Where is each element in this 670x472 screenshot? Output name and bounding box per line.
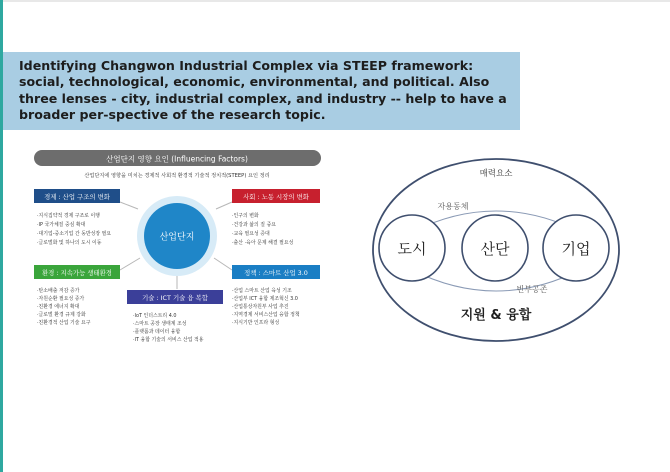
technology-item: ·IoT 인더스트리 4.0 [133, 313, 177, 319]
technology-title: 기술 : ICT 기술 융 복합 [142, 294, 208, 302]
environment-item: ·친환경적 산업 기술 요구 [37, 320, 91, 326]
policy-item: ·산업부 ICT 융합 제조혁신 3.0 [232, 296, 298, 302]
environment-item: ·친환경 에너지 확대 [37, 304, 80, 310]
environment-item: ·글로벌 환경 규제 강화 [37, 312, 86, 318]
environment-item: ·자원순환 필요성 증가 [37, 296, 85, 302]
society-title: 사회 : 노동 시장의 변화 [243, 193, 309, 201]
society-item: ·교육 필요성 증대 [232, 231, 270, 237]
industry-label: 기업 [561, 240, 591, 258]
economy-item: ·지식집약적 경제 구조로 이행 [37, 213, 100, 219]
technology-item: ·IT 융합 기술의 서비스 산업 적용 [133, 337, 204, 343]
city-label: 도시 [397, 240, 427, 258]
society-item: ·출산 ·육아 문제 해결 필요성 [232, 240, 294, 246]
complex-label: 산단 [480, 240, 510, 258]
economy-title: 경제 : 산업 구조의 변화 [44, 193, 110, 201]
technology-item: ·스마트 공장 생태계 조성 [133, 321, 187, 327]
top-label: 매력요소 [479, 169, 513, 179]
top-link-label: 자용동체 [437, 202, 469, 211]
description-text: Identifying Changwon Industrial Complex via STEEP framework: social, technological, economic, environmental, and political. Also three lenses - city, industrial complex, and industry -- help to have a broader per-spective of the research topic. [19, 58, 507, 123]
society-item: ·인구의 변화 [232, 213, 259, 219]
environment-title: 환경 : 지속가능 생태환경 [42, 269, 112, 277]
policy-title: 정책 : 스마트 산업 3.0 [244, 269, 308, 277]
center-label: 산업단지 [159, 232, 195, 243]
economy-item: ·IP 국가체질 중심 확대 [37, 222, 86, 228]
policy-item: ·산업 스마트 산업 육성 기조 [232, 288, 292, 294]
economy-item: ·대기업-중소기업 간 동반성장 필요 [37, 231, 112, 237]
society-item: ·건강과 삶의 질 중요 [232, 222, 277, 228]
policy-item: ·지식기반 인프라 형성 [232, 320, 280, 326]
steep-subheader: 산업단지에 영향을 미치는 경제적 사회적 환경적 기술적 정치적(STEEP) 요인 정리 [84, 173, 270, 179]
policy-item: ·산업통상자원부 사업 추진 [232, 304, 289, 310]
steep-header-text: 산업단지 영향 요인 (Influencing Factors) [106, 154, 248, 164]
economy-item: ·글로벌화 및 하나의 도시 이동 [37, 240, 102, 246]
bottom-link-label: 빈부공존 [516, 285, 548, 294]
policy-item: ·지역경제 서비스산업 융합 정책 [232, 312, 300, 318]
technology-item: ·플랫폼과 데이터 융합 [133, 329, 181, 335]
bottom-label: 지원 & 융합 [460, 308, 532, 323]
environment-item: ·탄소배출 저감 증가 [37, 288, 80, 294]
